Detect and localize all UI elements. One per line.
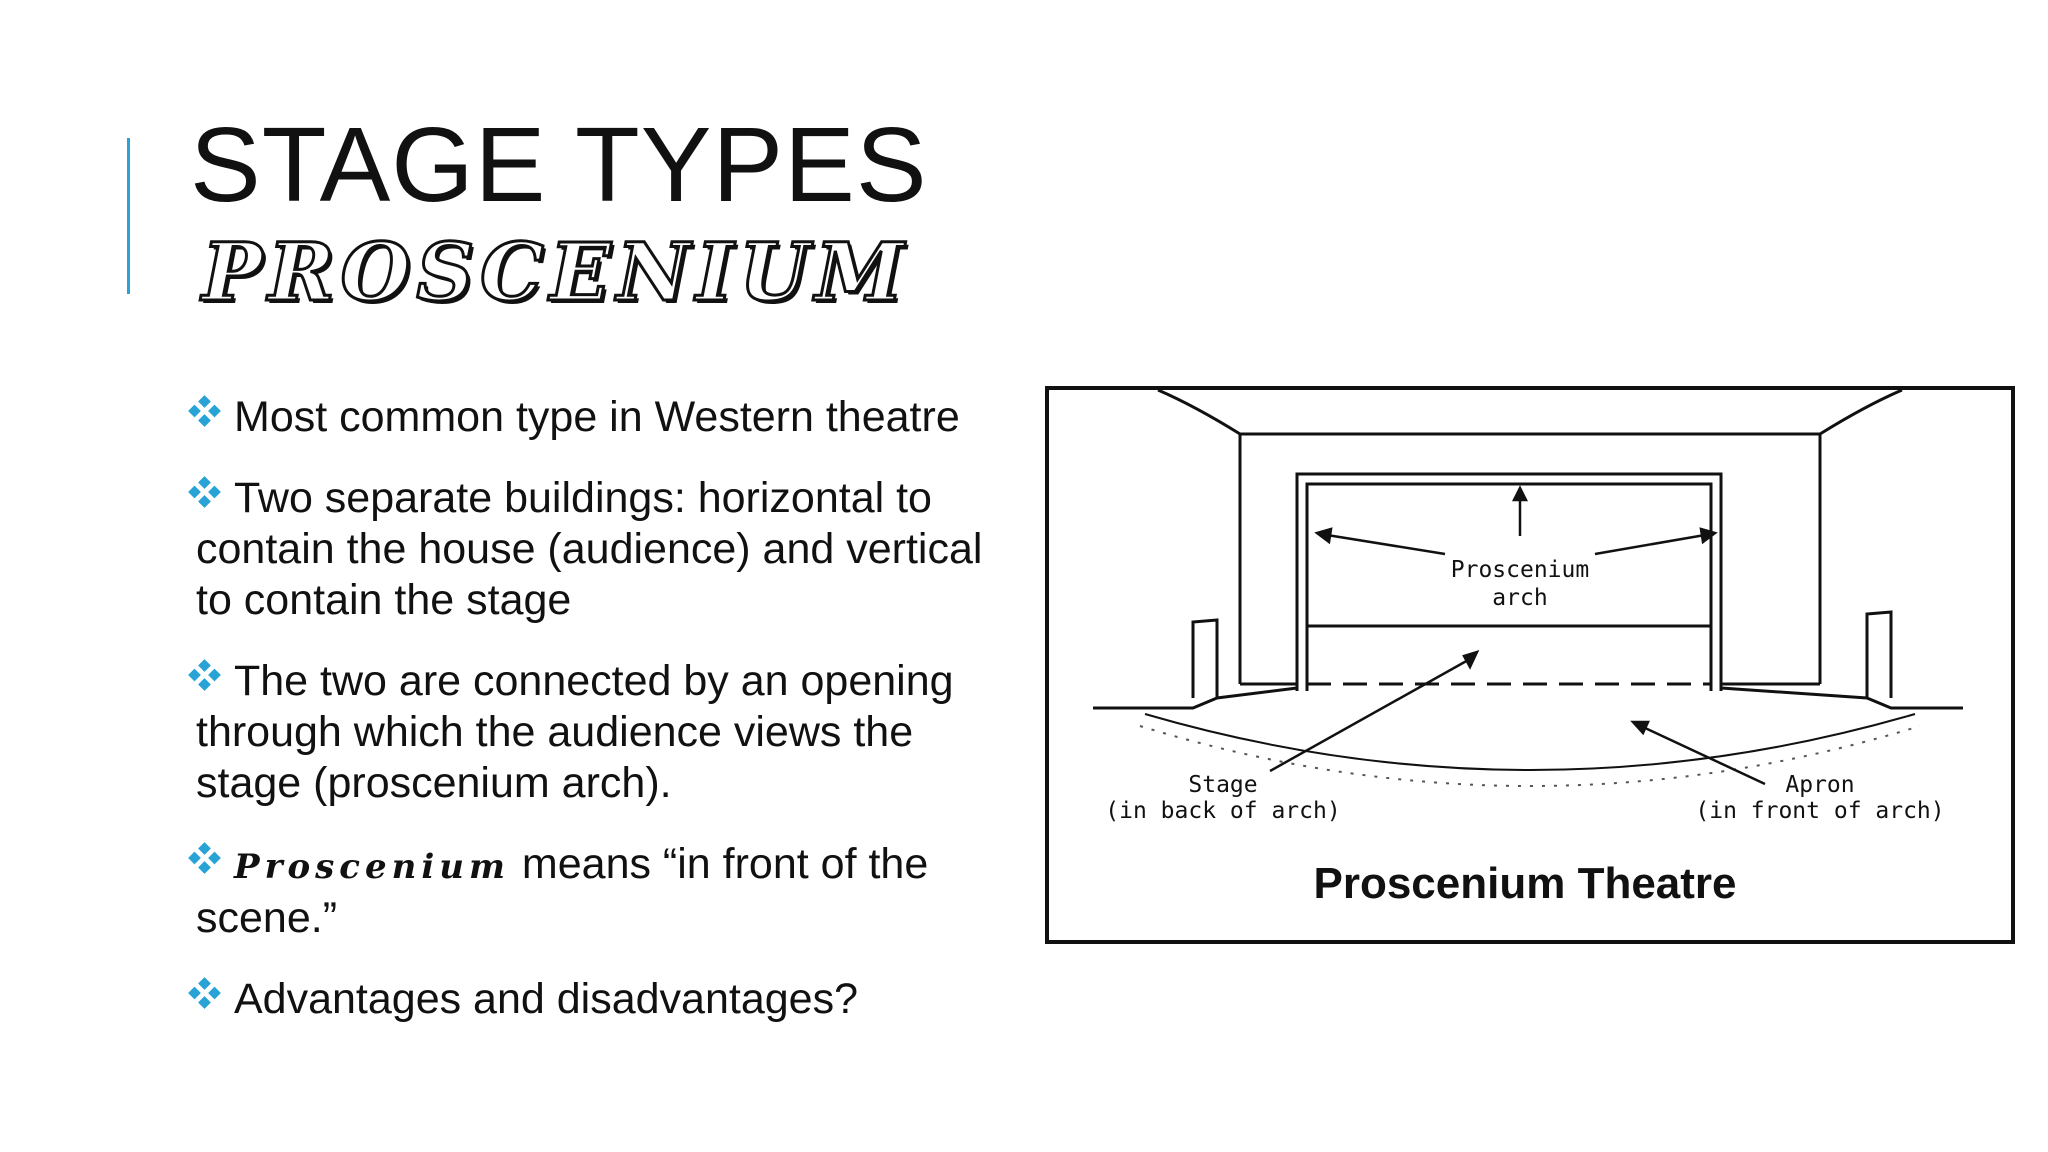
bullet-list xyxy=(186,392,986,1055)
diamond-bullet-icon xyxy=(186,841,222,877)
bullet-item xyxy=(186,473,986,626)
diamond-bullet-icon xyxy=(186,658,222,694)
bullet-item xyxy=(186,656,986,809)
bullet-item xyxy=(186,839,986,944)
bullet-item xyxy=(186,974,986,1025)
apron-label: Apron xyxy=(1785,772,1855,798)
proscenium-word: Proscenium xyxy=(234,847,510,887)
bullet-item xyxy=(186,392,986,443)
bullet-text: Two separate buildings: horizontal to contain the house (audience) and vertical to contain the stage xyxy=(196,474,983,624)
stage-label: Stage xyxy=(1188,772,1258,798)
bullet-text xyxy=(196,839,986,944)
proscenium-diagram xyxy=(1045,386,2015,944)
slide-title: STAGE TYPES xyxy=(190,106,928,224)
slide-subtitle: PROSCENIUM xyxy=(202,225,910,319)
bullet-text: The two are connected by an opening through which the audience views the stage (proscenium arch). xyxy=(196,657,954,807)
stage-label-line2: (in back of arch) xyxy=(1105,798,1341,824)
arch-label: Proscenium xyxy=(1450,557,1590,583)
diamond-bullet-icon xyxy=(186,394,222,430)
apron-label-line2: (in front of arch) xyxy=(1695,798,1945,824)
arch-label-line2: arch xyxy=(1492,585,1548,611)
accent-bar xyxy=(127,138,130,294)
diagram-caption: Proscenium Theatre xyxy=(1313,859,1737,908)
bullet-text-rest: means “in front of the scene.” xyxy=(196,840,929,942)
bullet-text: Most common type in Western theatre xyxy=(234,393,960,441)
diamond-bullet-icon xyxy=(186,976,222,1012)
bullet-text: Advantages and disadvantages? xyxy=(234,975,858,1023)
diamond-bullet-icon xyxy=(186,475,222,511)
